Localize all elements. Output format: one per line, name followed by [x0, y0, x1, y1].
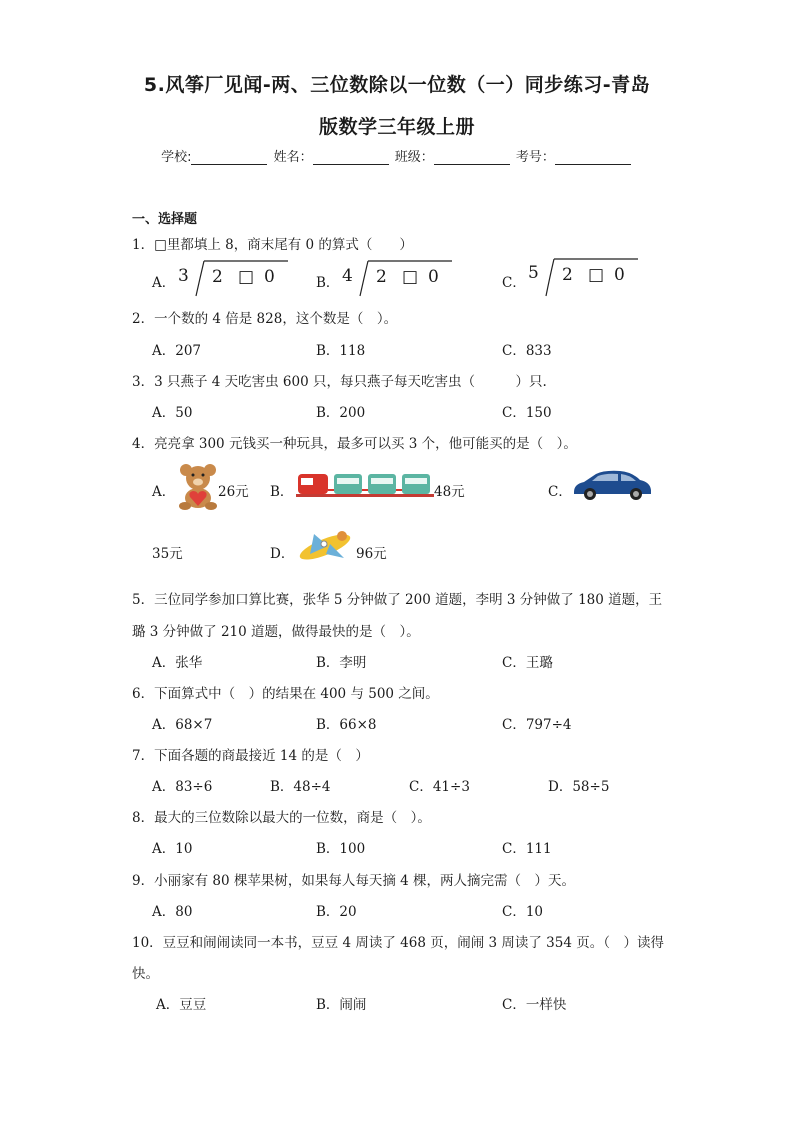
exam-number-field[interactable]	[555, 151, 631, 165]
q8-option-b[interactable]: B．100	[316, 841, 366, 857]
question-4: 4．亮亮拿 300 元钱买一种玩具，最多可以买 3 个，他可能买的是（ ）。	[132, 436, 577, 452]
q4-option-d-price: 96元	[356, 546, 387, 562]
toy-train-icon	[296, 470, 434, 500]
toy-plane-icon	[294, 524, 356, 570]
question-6: 6．下面算式中（ ）的结果在 400 与 500 之间。	[132, 686, 439, 702]
dividend-digit: 0	[428, 267, 439, 287]
q3-option-b[interactable]: B．200	[316, 405, 366, 421]
q4-option-b-price: 48元	[434, 484, 465, 500]
q4-option-a-price: 26元	[218, 484, 249, 500]
name-label: 姓名：	[273, 150, 313, 165]
q7-option-a[interactable]: A．83÷6	[152, 779, 213, 795]
q7-option-b[interactable]: B．48÷4	[270, 779, 331, 795]
q10-option-b[interactable]: B．闹闹	[316, 997, 367, 1013]
q7-option-d[interactable]: D．58÷5	[548, 779, 610, 795]
dividend-digit: 2	[212, 267, 223, 287]
question-9: 9．小丽家有 80 棵苹果树，如果每人每天摘 4 棵，两人摘完需（ ）天。	[132, 873, 576, 889]
teddy-bear-icon	[176, 462, 220, 510]
question-3: 3．3 只燕子 4 天吃害虫 600 只，每只燕子每天吃害虫（ ）只.	[132, 374, 547, 390]
q9-option-a[interactable]: A．80	[152, 904, 193, 920]
q4-option-c-label[interactable]: C．	[548, 484, 572, 500]
q9-option-c[interactable]: C．10	[502, 904, 544, 920]
q4-option-b-label[interactable]: B．	[270, 484, 294, 500]
dividend-digit: 0	[614, 265, 625, 285]
q6-option-a[interactable]: A．68×7	[152, 717, 213, 733]
q1-option-b-label[interactable]: B．	[316, 275, 340, 291]
q4-option-a-label[interactable]: A．	[152, 484, 176, 500]
class-field[interactable]	[434, 151, 510, 165]
page-title: 5.风筝厂见闻-两、三位数除以一位数（一）同步练习-青岛	[143, 74, 651, 96]
q4-option-c-price: 35元	[152, 546, 183, 562]
q2-option-a[interactable]: A．207	[152, 343, 202, 359]
q4-option-d-label[interactable]: D．	[270, 546, 295, 562]
dividend-digit: 2	[376, 267, 387, 287]
name-field[interactable]	[313, 151, 389, 165]
q1-option-b-division	[340, 258, 455, 298]
question-10: 10．豆豆和闹闹读同一本书，豆豆 4 周读了 468 页，闹闹 3 周读了 354 页。（ ）读得	[132, 935, 664, 951]
q3-option-a[interactable]: A．50	[152, 405, 193, 421]
q8-option-c[interactable]: C．111	[502, 841, 552, 857]
q6-option-c[interactable]: C．797÷4	[502, 717, 572, 733]
q1-option-c-division	[526, 256, 641, 298]
dividend-box: □	[238, 267, 255, 287]
q1-option-a-division	[176, 258, 291, 298]
page-title-line2: 版数学三年级上册	[318, 116, 475, 138]
q8-option-a[interactable]: A．10	[152, 841, 193, 857]
q10-option-a[interactable]: A．豆豆	[156, 997, 207, 1013]
divisor: 3	[178, 266, 189, 286]
question-10-line2: 快。	[132, 966, 159, 982]
q5-option-c[interactable]: C．王璐	[502, 655, 553, 671]
q2-option-c[interactable]: C．833	[502, 343, 552, 359]
q1-option-c-label[interactable]: C．	[502, 275, 526, 291]
section-heading: 一、选择题	[132, 212, 198, 227]
dividend-digit: 0	[264, 267, 275, 287]
class-label: 班级：	[394, 150, 434, 165]
question-2: 2．一个数的 4 倍是 828，这个数是（ ）。	[132, 311, 398, 327]
q6-option-b[interactable]: B．66×8	[316, 717, 377, 733]
question-1: 1．□里都填上 8，商末尾有 0 的算式（ ）	[132, 237, 413, 253]
q5-option-b[interactable]: B．李明	[316, 655, 367, 671]
school-field[interactable]	[191, 151, 267, 165]
question-5: 5．三位同学参加口算比赛，张华 5 分钟做了 200 道题，李明 3 分钟做了 180 道题，王	[132, 592, 663, 608]
school-label: 学校:	[161, 150, 192, 165]
q3-option-c[interactable]: C．150	[502, 405, 552, 421]
q5-option-a[interactable]: A．张华	[152, 655, 203, 671]
question-7: 7．下面各题的商最接近 14 的是（ ）	[132, 748, 369, 764]
dividend-box: □	[402, 267, 419, 287]
exam-number-label: 考号：	[515, 150, 555, 165]
divisor: 5	[528, 263, 539, 283]
student-info-row	[0, 146, 794, 165]
dividend-digit: 2	[562, 265, 573, 285]
q9-option-b[interactable]: B．20	[316, 904, 357, 920]
q10-option-c[interactable]: C．一样快	[502, 997, 567, 1013]
q7-option-c[interactable]: C．41÷3	[409, 779, 470, 795]
dividend-box: □	[588, 265, 605, 285]
divisor: 4	[342, 266, 353, 286]
q2-option-b[interactable]: B．118	[316, 343, 366, 359]
question-5-line2: 璐 3 分钟做了 210 道题，做得最快的是（ ）。	[132, 624, 420, 640]
question-8: 8．最大的三位数除以最大的一位数，商是（ ）。	[132, 810, 431, 826]
q1-option-a-label[interactable]: A．	[152, 275, 176, 291]
toy-car-icon	[570, 466, 654, 504]
